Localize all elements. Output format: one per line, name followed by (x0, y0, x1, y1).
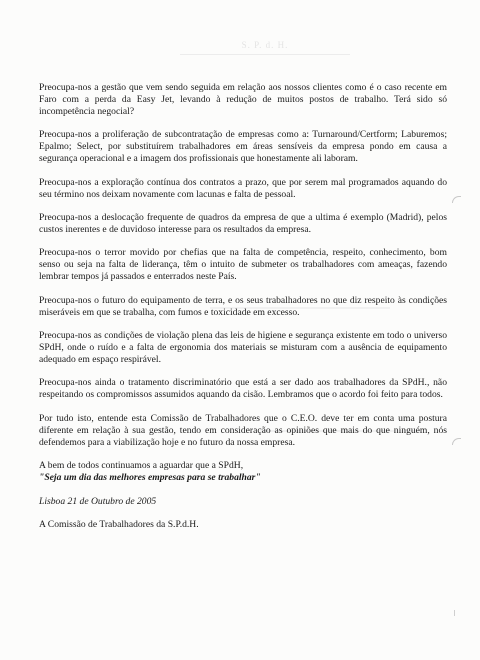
closing-block (39, 460, 447, 531)
letterhead-rule (180, 54, 350, 55)
signature: A Comissão de Trabalhadores da S.P.d.H. (39, 519, 199, 531)
margin-mark (452, 438, 461, 445)
date-line: Lisboa 21 de Outubro de 2005 (39, 495, 157, 507)
paragraph-health-safety: Preocupa-nos as condições de violação plena das leis de higiene e segurança existente em todo o universo SPdH, onde o ruído e a falta de ergonomia dos materiais se misturam com a ausência de equipamento adequado em espaço respirável. (39, 330, 447, 365)
closing-line: A bem de todos continuamos a aguardar que a SPdH, (39, 460, 244, 472)
margin-tick (454, 610, 455, 616)
faded-letterhead-text: S. P. d. H. (241, 40, 289, 50)
paragraph-staff-relocation: Preocupa-nos a deslocação frequente de quadros da empresa de que a ultima é exemplo (Madrid), pelos custos inerentes e de duvidoso interesse para os resultados da empresa. (39, 212, 447, 235)
paragraph-conclusion: Por tudo isto, entende esta Comissão de Trabalhadores que o C.E.O. deve ter em conta uma postura diferente em relação à sua gestão, tendo em consideração as opiniões que mais do que ninguém, nós defendemos para a viabilização hoje e no futuro da nossa empresa. (39, 412, 447, 448)
faded-letterhead (180, 38, 350, 52)
letter-body (39, 82, 447, 531)
paragraph-subcontracting: Preocupa-nos a proliferação de subcontratação de empresas como a: Turnaround/Certform; Laburemos; Epalmo; Select, por substituírem trabalhadores em áreas sensíveis da empresa pondo em causa a segurança operacional e a imagem dos profissionais que honestamente ali laboram. (39, 129, 447, 165)
paragraph-easyjet: Preocupa-nos a gestão que vem sendo seguida em relação aos nossos clientes como é o caso recente em Faro com a perda da Easy Jet, levando à redução de muitos postos de trabalho. Terá sido só incompetência negocial? (39, 82, 447, 117)
motto: "Seja um dia das melhores empresas para se trabalhar" (39, 472, 261, 484)
paragraph-ground-equipment: Preocupa-nos o futuro do equipamento de terra, e os seus trabalhadores no que diz respeito às condições miseráveis em que se trabalha, com fumos e toxicidade em excesso. (39, 294, 447, 318)
paragraph-management-terror: Preocupa-nos o terror movido por chefias que na falta de competência, respeito, conhecimento, bom senso ou seja na falta de liderança, têm o intuito de submeter os trabalhadores com ameaças, fazendo lembrar tempos já passados e enterrados neste País. (39, 247, 447, 283)
paragraph-fixed-term-contracts: Preocupa-nos a exploração contínua dos contratos a prazo, que por serem mal programados aquando do seu término nos deixam novamente com lacunas e falta de pessoal. (39, 176, 447, 200)
margin-mark (452, 196, 461, 203)
paragraph-discrimination: Preocupa-nos ainda o tratamento discriminatório que está a ser dado aos trabalhadores da SPdH., não respeitando os compromissos assumidos aquando da cisão. Lembramos que o acordo foi feito para todos. (39, 377, 447, 401)
